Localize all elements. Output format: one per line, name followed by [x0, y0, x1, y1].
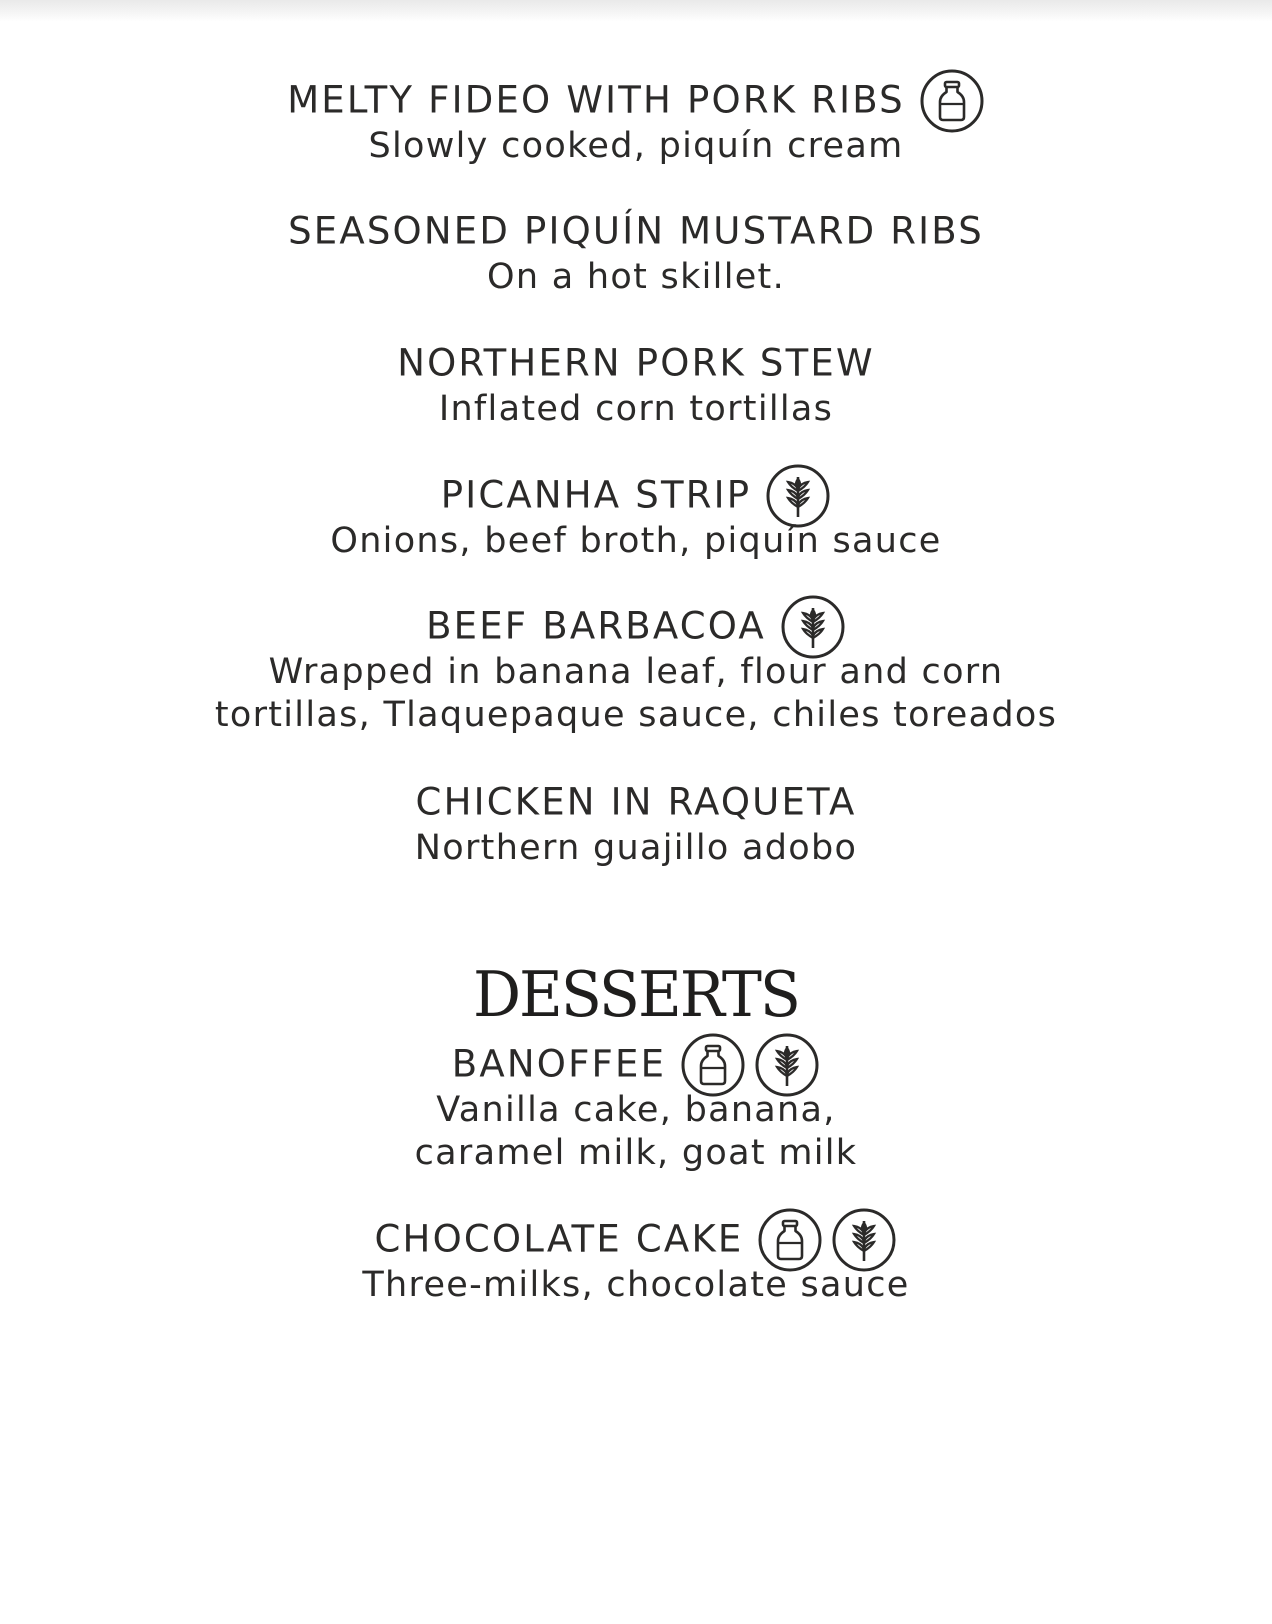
wheat-icon: [765, 463, 831, 529]
menu-item-description: Onions, beef broth, piquín sauce: [330, 521, 942, 561]
allergen-icons: [765, 470, 831, 522]
menu-item-description: tortillas, Tlaquepaque sauce, chiles toreados: [214, 695, 1058, 735]
wheat-icon: [780, 594, 846, 660]
menu-item-description: Wrapped in banana leaf, flour and corn: [268, 652, 1004, 692]
menu-item-chicken-raqueta: [0, 776, 1272, 871]
menu-item-description: On a hot skillet.: [486, 257, 786, 297]
menu-item-description: Vanilla cake, banana,: [436, 1090, 836, 1130]
top-shadow: [0, 0, 1272, 22]
menu-item-beef-barbacoa: [0, 600, 1272, 738]
menu-item-name: PICANHA STRIP: [440, 473, 752, 517]
allergen-icons: [780, 601, 846, 653]
dessert-item-banoffee: [0, 1038, 1272, 1176]
wheat-icon: [754, 1032, 820, 1098]
menu-item-description: Three-milks, chocolate sauce: [362, 1265, 910, 1305]
menu-item-name-row: [397, 337, 875, 389]
milk-bottle-icon: [919, 68, 985, 134]
allergen-icons: [757, 1214, 897, 1266]
menu-item-name: SEASONED PIQUÍN MUSTARD RIBS: [288, 209, 984, 253]
menu-item-name-row: [288, 205, 984, 257]
menu-item-name: CHICKEN IN RAQUETA: [415, 780, 857, 824]
menu-item-name: BANOFFEE: [451, 1042, 667, 1086]
menu-item-picanha-strip: [0, 469, 1272, 564]
menu-item-name-row: [441, 469, 832, 521]
menu-item-description: Inflated corn tortillas: [438, 389, 834, 429]
menu-item-name-row: [375, 1213, 898, 1265]
milk-bottle-icon: [680, 1032, 746, 1098]
menu-item-name-row: [426, 600, 846, 652]
menu-item-melty-fideo: [0, 74, 1272, 169]
allergen-icons: [919, 75, 985, 127]
menu-item-name: CHOCOLATE CAKE: [374, 1217, 744, 1261]
milk-bottle-icon: [757, 1207, 823, 1273]
menu-item-name: BEEF BARBACOA: [426, 604, 766, 648]
menu-item-mustard-ribs: [0, 205, 1272, 300]
menu-item-name-row: [416, 776, 857, 828]
menu-item-description: Northern guajillo adobo: [414, 828, 858, 868]
menu-item-name-row: [452, 1038, 820, 1090]
menu-item-name: NORTHERN PORK STEW: [397, 341, 875, 385]
menu-item-name: MELTY FIDEO WITH PORK RIBS: [287, 78, 905, 122]
allergen-icons: [680, 1039, 820, 1091]
menu-item-description: caramel milk, goat milk: [414, 1133, 858, 1173]
dessert-item-chocolate-cake: [0, 1213, 1272, 1308]
menu-item-pork-stew: [0, 337, 1272, 432]
wheat-icon: [831, 1207, 897, 1273]
menu-item-name-row: [287, 74, 985, 126]
menu-item-description: Slowly cooked, piquín cream: [368, 126, 904, 166]
section-title-desserts: DESSERTS: [472, 958, 800, 1032]
